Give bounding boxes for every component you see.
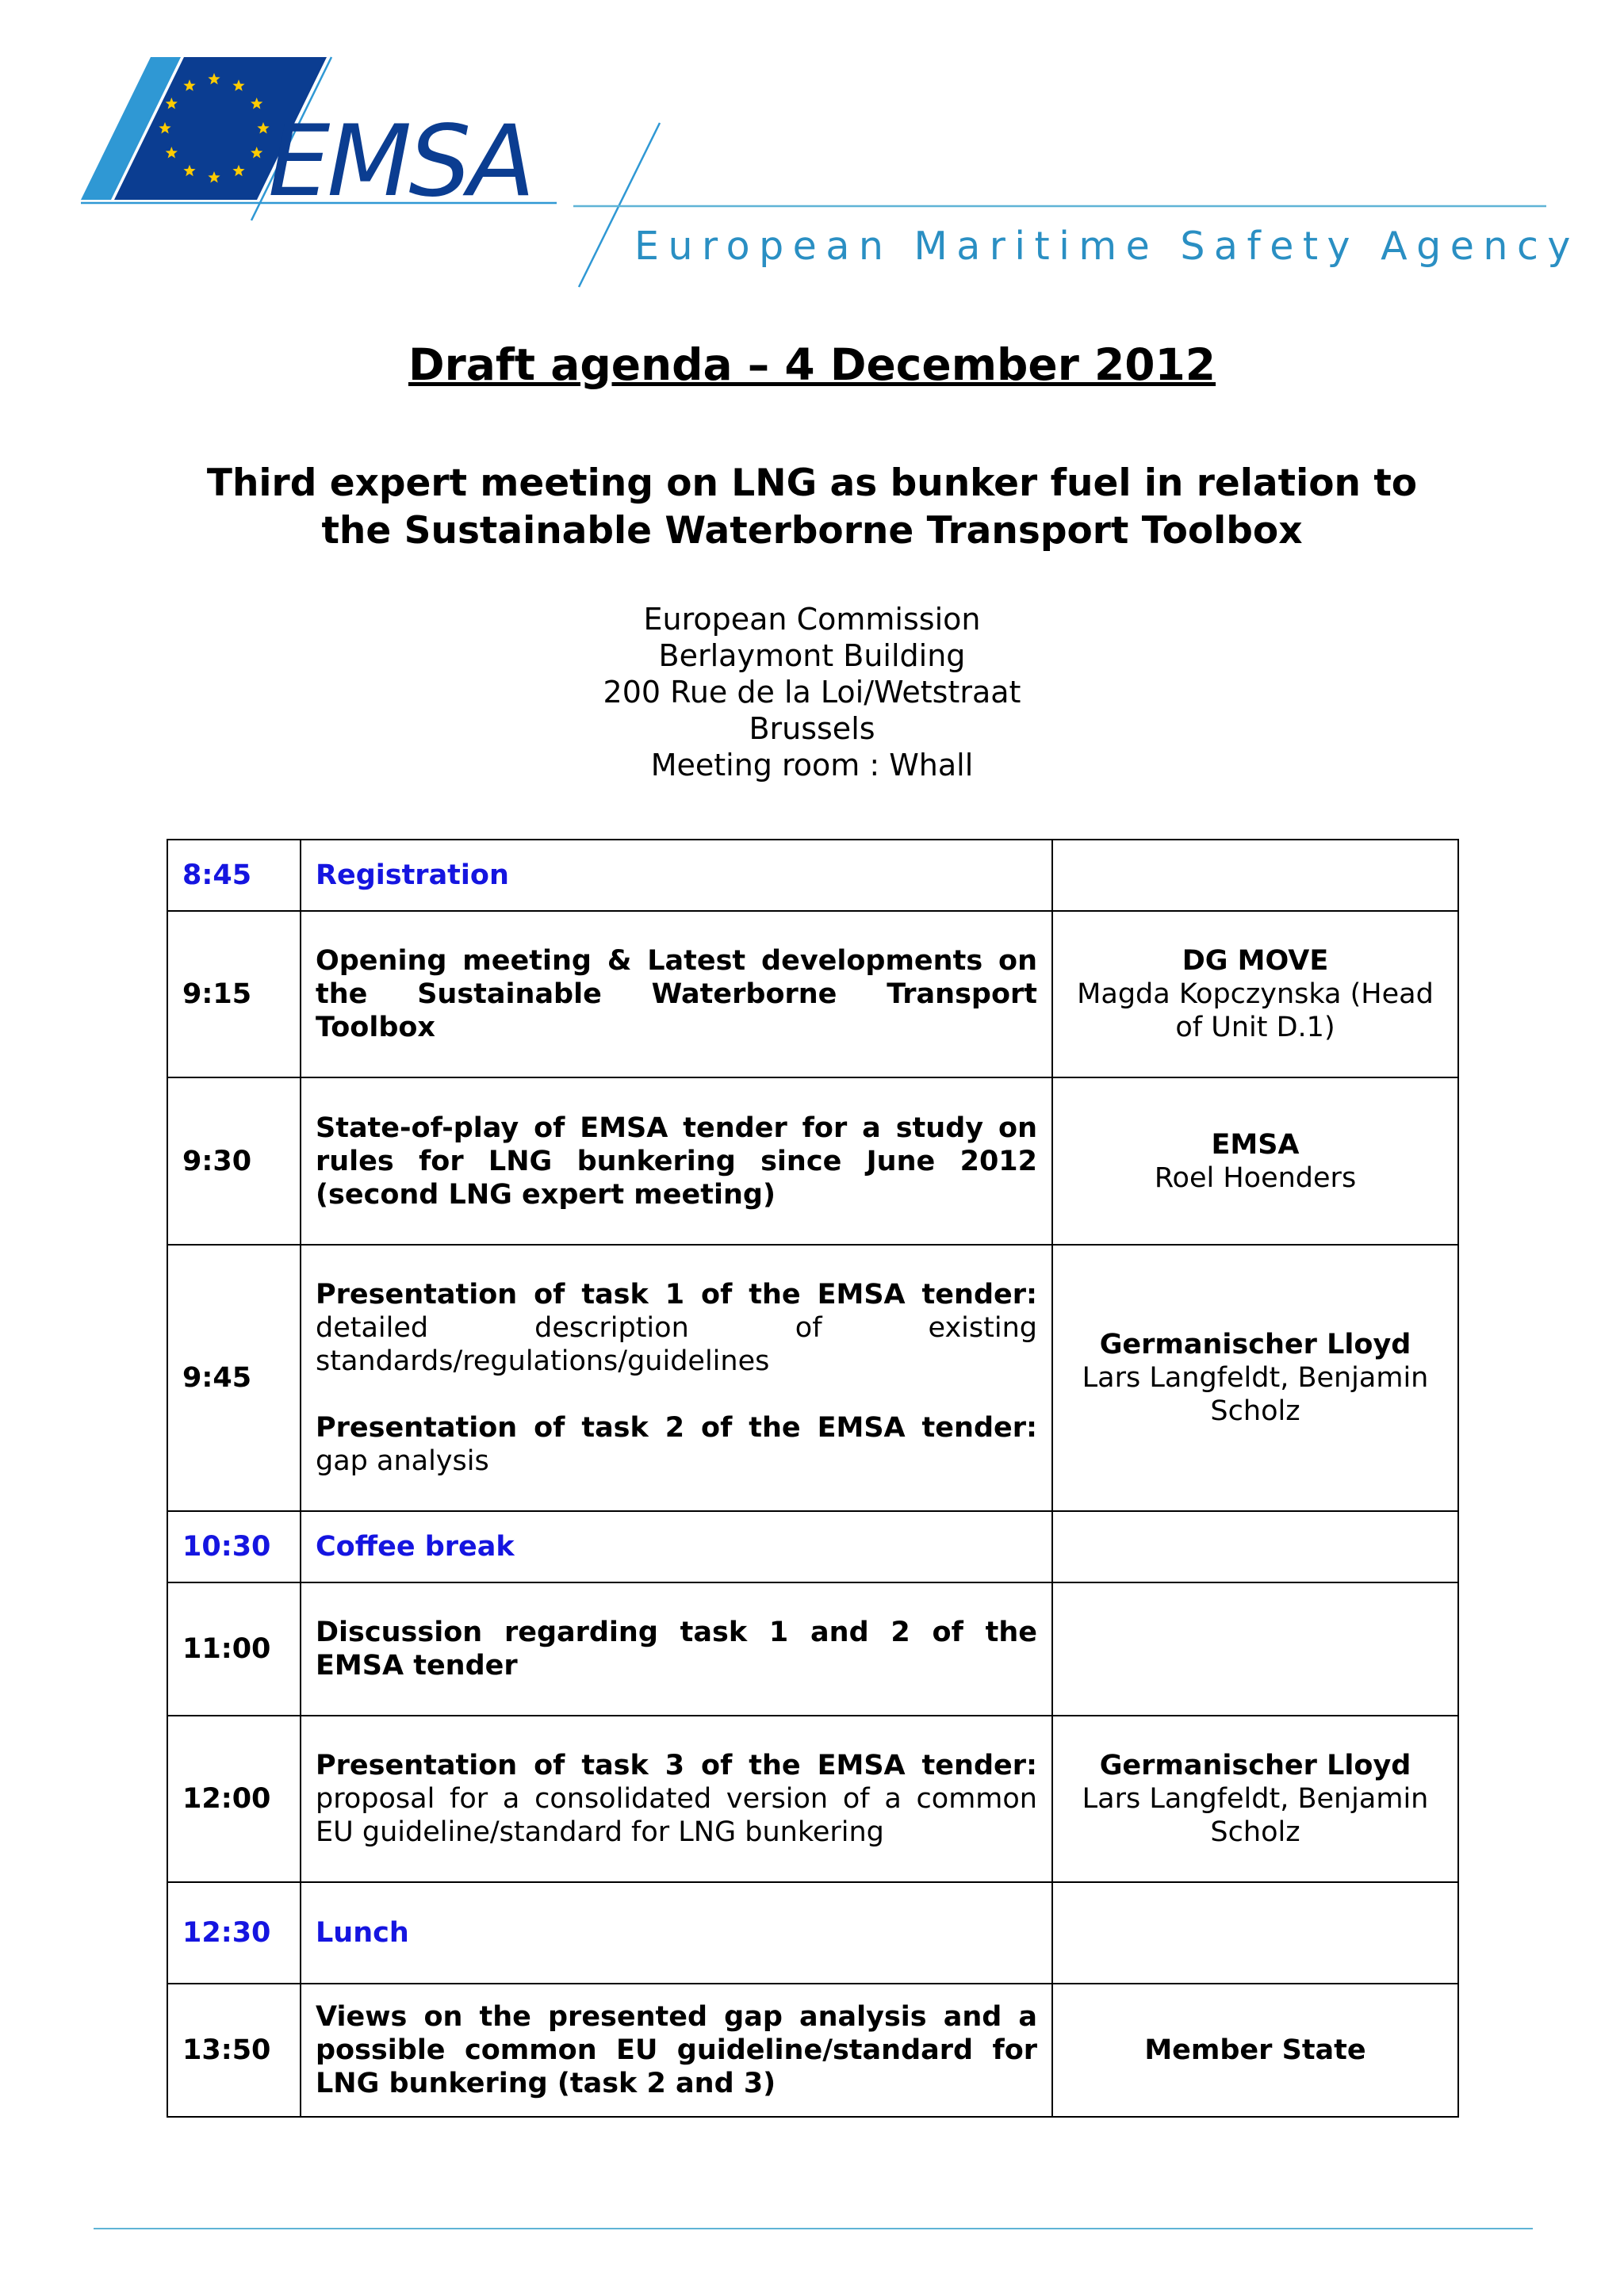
- agenda-time: 8:45: [167, 840, 301, 911]
- agenda-row: [167, 840, 1458, 911]
- agenda-topic: Discussion regarding task 1 and 2 of the EMSA tender: [301, 1582, 1052, 1716]
- location-line-2: Berlaymont Building: [658, 638, 966, 673]
- location-line-4: Brussels: [749, 711, 875, 746]
- meeting-location: [0, 601, 1624, 783]
- agenda-topic: Opening meeting & Latest developments on the Sustainable Waterborne Transport Toolbox: [301, 911, 1052, 1077]
- agenda-time: 10:30: [167, 1511, 301, 1582]
- agenda-speaker: [1052, 1077, 1458, 1245]
- agenda-row: [167, 1984, 1458, 2117]
- agenda-table: [167, 839, 1459, 2118]
- agenda-topic: Coffee break: [301, 1511, 1052, 1582]
- logo-text: EMSA: [268, 105, 532, 219]
- agenda-topic: Lunch: [301, 1882, 1052, 1984]
- speaker-org: Germanischer Lloyd: [1099, 1329, 1411, 1360]
- agenda-topic: Registration: [301, 840, 1052, 911]
- agenda-time: 9:30: [167, 1077, 301, 1245]
- agenda-time: 13:50: [167, 1984, 301, 2117]
- agenda-speaker: [1052, 1582, 1458, 1716]
- agenda-topic: [301, 1245, 1052, 1511]
- topic-detail: detailed description of existing standards/regulations/guidelines: [316, 1312, 1037, 1377]
- agenda-row: [167, 1511, 1458, 1582]
- agenda-time: 11:00: [167, 1582, 301, 1716]
- agenda-topic: State-of-play of EMSA tender for a study on rules for LNG bunkering since June 2012 (second LNG expert meeting): [301, 1077, 1052, 1245]
- footer-rule: [94, 2228, 1533, 2229]
- subtitle-line-1: Third expert meeting on LNG as bunker fuel in relation to: [206, 461, 1418, 505]
- agenda-time: 9:15: [167, 911, 301, 1077]
- topic-heading: Presentation of task 1 of the EMSA tender:: [316, 1279, 1037, 1311]
- speaker-people: Roel Hoenders: [1154, 1161, 1357, 1194]
- speaker-org: DG MOVE: [1182, 945, 1329, 977]
- agenda-speaker: [1052, 1511, 1458, 1582]
- agency-name: European Maritime Safety Agency: [634, 224, 1580, 269]
- speaker-org: EMSA: [1211, 1128, 1300, 1161]
- agenda-row: [167, 1716, 1458, 1882]
- meeting-subtitle: [119, 460, 1505, 555]
- location-line-1: European Commission: [643, 602, 981, 637]
- agenda-row: [167, 1882, 1458, 1984]
- agenda-row: [167, 1077, 1458, 1245]
- agenda-time: 12:30: [167, 1882, 301, 1984]
- agenda-speaker: [1052, 1716, 1458, 1882]
- agenda-row: [167, 1245, 1458, 1511]
- location-line-3: 200 Rue de la Loi/Wetstraat: [603, 675, 1021, 710]
- speaker-people: Lars Langfeldt, Benjamin Scholz: [1082, 1362, 1429, 1427]
- speaker-people: Lars Langfeldt, Benjamin Scholz: [1082, 1783, 1429, 1848]
- topic-detail: proposal for a consolidated version of a common EU guideline/standard for LNG bunkering: [316, 1783, 1037, 1848]
- subtitle-line-2: the Sustainable Waterborne Transport Toolbox: [321, 509, 1303, 553]
- agenda-row: [167, 911, 1458, 1077]
- topic-detail: gap analysis: [316, 1445, 489, 1477]
- agenda-speaker: [1052, 911, 1458, 1077]
- agenda-speaker: [1052, 840, 1458, 911]
- speaker-people: Magda Kopczynska (Head of Unit D.1): [1077, 978, 1434, 1043]
- document-title: Draft agenda – 4 December 2012: [408, 339, 1216, 390]
- agenda-row: [167, 1582, 1458, 1716]
- topic-heading: Presentation of task 3 of the EMSA tender:: [316, 1750, 1037, 1781]
- agenda-time: 12:00: [167, 1716, 301, 1882]
- location-line-5: Meeting room : Whall: [650, 748, 974, 783]
- agenda-topic: [301, 1716, 1052, 1882]
- agenda-speaker: Member State: [1052, 1984, 1458, 2117]
- agenda-time: 9:45: [167, 1245, 301, 1511]
- speaker-org: Germanischer Lloyd: [1099, 1750, 1411, 1781]
- agenda-speaker: [1052, 1245, 1458, 1511]
- agenda-topic: Views on the presented gap analysis and a possible common EU guideline/standard for LNG bunkering (task 2 and 3): [301, 1984, 1052, 2117]
- agenda-speaker: [1052, 1882, 1458, 1984]
- topic-heading: Presentation of task 2 of the EMSA tender:: [316, 1412, 1037, 1444]
